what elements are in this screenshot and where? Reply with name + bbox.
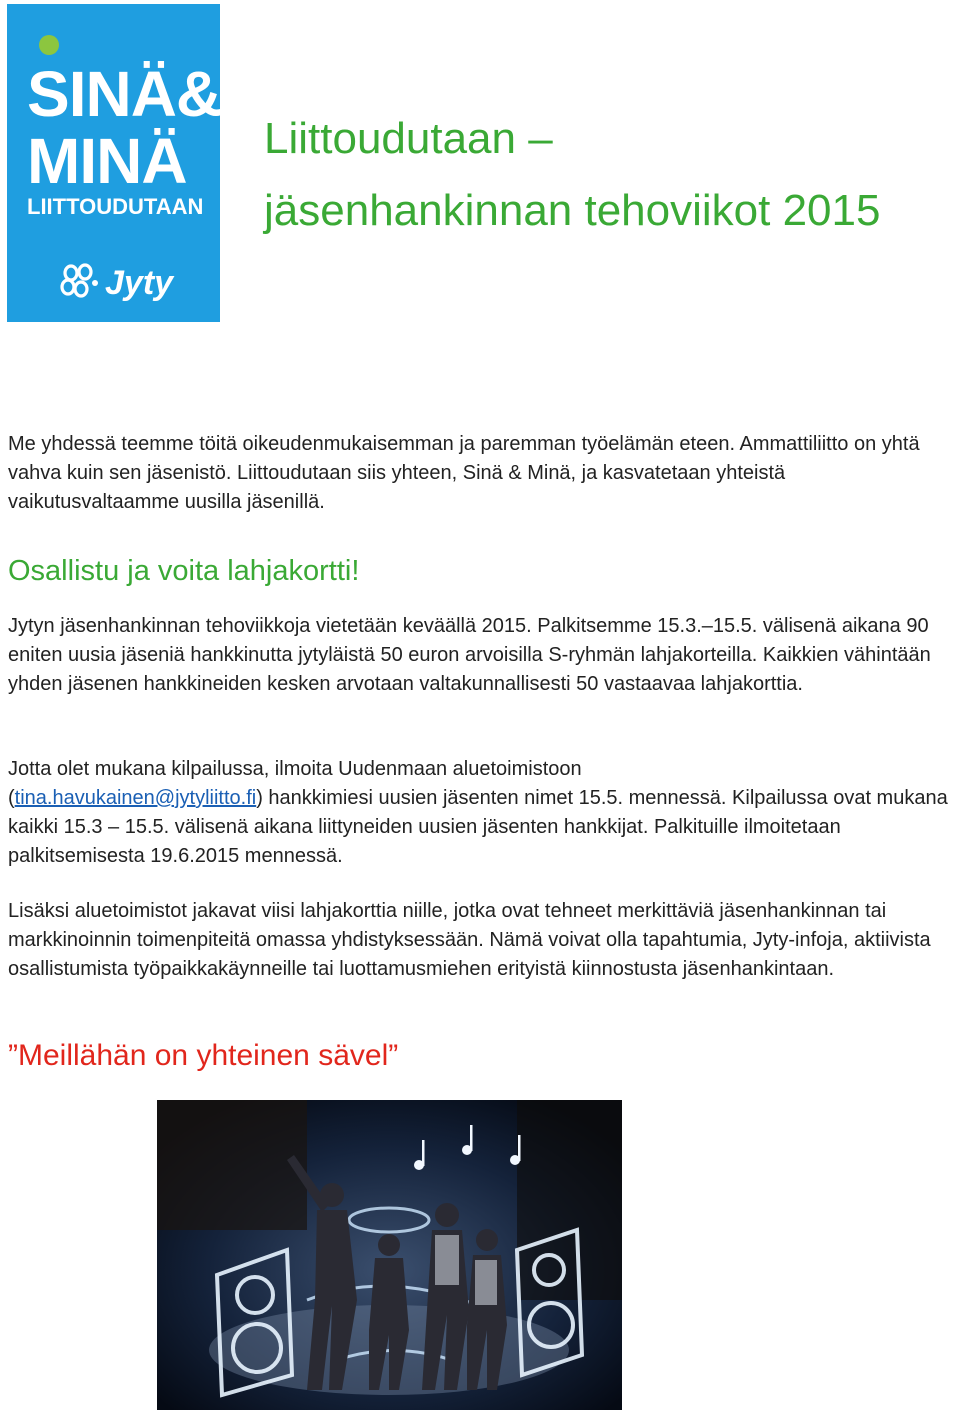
dancing-photo	[157, 1100, 622, 1410]
contest-paragraph-2-before: Jotta olet mukana kilpailussa, ilmoita Uudenmaan aluetoimistoon	[8, 758, 582, 780]
logo-line-2: MINÄ	[27, 125, 187, 197]
contest-paragraph-1: Jytyn jäsenhankinnan tehoviikkoja vietetään keväällä 2015. Palkitsemme 15.3.–15.5. välisenä aikana 90 eniten uusia jäseniä hankkinutta jytyläistä 50 euron arvoisilla S-ryhmän lahjakorteilla. Kaikkien vähintään yhden jäsenen hankkineiden kesken arvotaan valtakunnallisesti 50 vastaavaa lahjakorttia.	[8, 615, 931, 695]
page-title-line-1: Liittoudutaan –	[264, 114, 553, 163]
email-link[interactable]: tina.havukainen@jytyliitto.fi	[14, 787, 257, 809]
logo-green-dot	[39, 35, 59, 55]
logo-line-1: SINÄ&	[27, 58, 222, 130]
dancing-people-light-painting-photo-icon	[157, 1100, 622, 1410]
contest-paragraph-2-after: ) hankkimiesi uusien jäsenten nimet 15.5. mennessä. Kilpailussa ovat mukana kaikki 15.3 – 15.5. välisenä aikana liittyneiden uusien jäsenten hankkijat. Palkituille ilmoitetaan palkitsemisesta 19.6.2015 mennessä.	[8, 787, 948, 867]
jyty-brand-text: Jyty	[105, 264, 174, 302]
contest-paragraph-2-paren: (	[8, 787, 15, 809]
slogan: ”Meillähän on yhteinen sävel”	[8, 1039, 399, 1072]
page-title-line-2: jäsenhankinnan tehoviikot 2015	[264, 186, 881, 235]
contest-paragraph-3: Lisäksi aluetoimistot jakavat viisi lahjakorttia niille, jotka ovat tehneet merkittäviä jäsenhankinnan tai markkinoinnin toimenpiteitä omassa yhdistyksessään. Nämä voivat olla tapahtumia, Jyty-infoja, aktiivista osallistumista työpaikkakäynneille tai luottamusmiehen erityistä kiinnostusta jäsenhankintaan.	[8, 900, 931, 980]
intro-paragraph: Me yhdessä teemme töitä oikeudenmukaisemman ja paremman työelämän eteen. Ammattiliitto on yhtä vahva kuin sen jäsenistö. Liittoudutaan siis yhteen, Sinä & Minä, ja kasvatetaan yhteistä vaikutusvaltaamme uusilla jäsenillä.	[8, 433, 920, 513]
sina-mina-logo	[7, 4, 220, 322]
contest-paragraph-2	[8, 755, 954, 871]
logo-line-3: LIITTOUDUTAAN	[27, 194, 204, 219]
jyty-brand	[59, 259, 209, 309]
contest-heading: Osallistu ja voita lahjakortti!	[8, 555, 360, 587]
jyty-flower-icon	[59, 263, 103, 303]
